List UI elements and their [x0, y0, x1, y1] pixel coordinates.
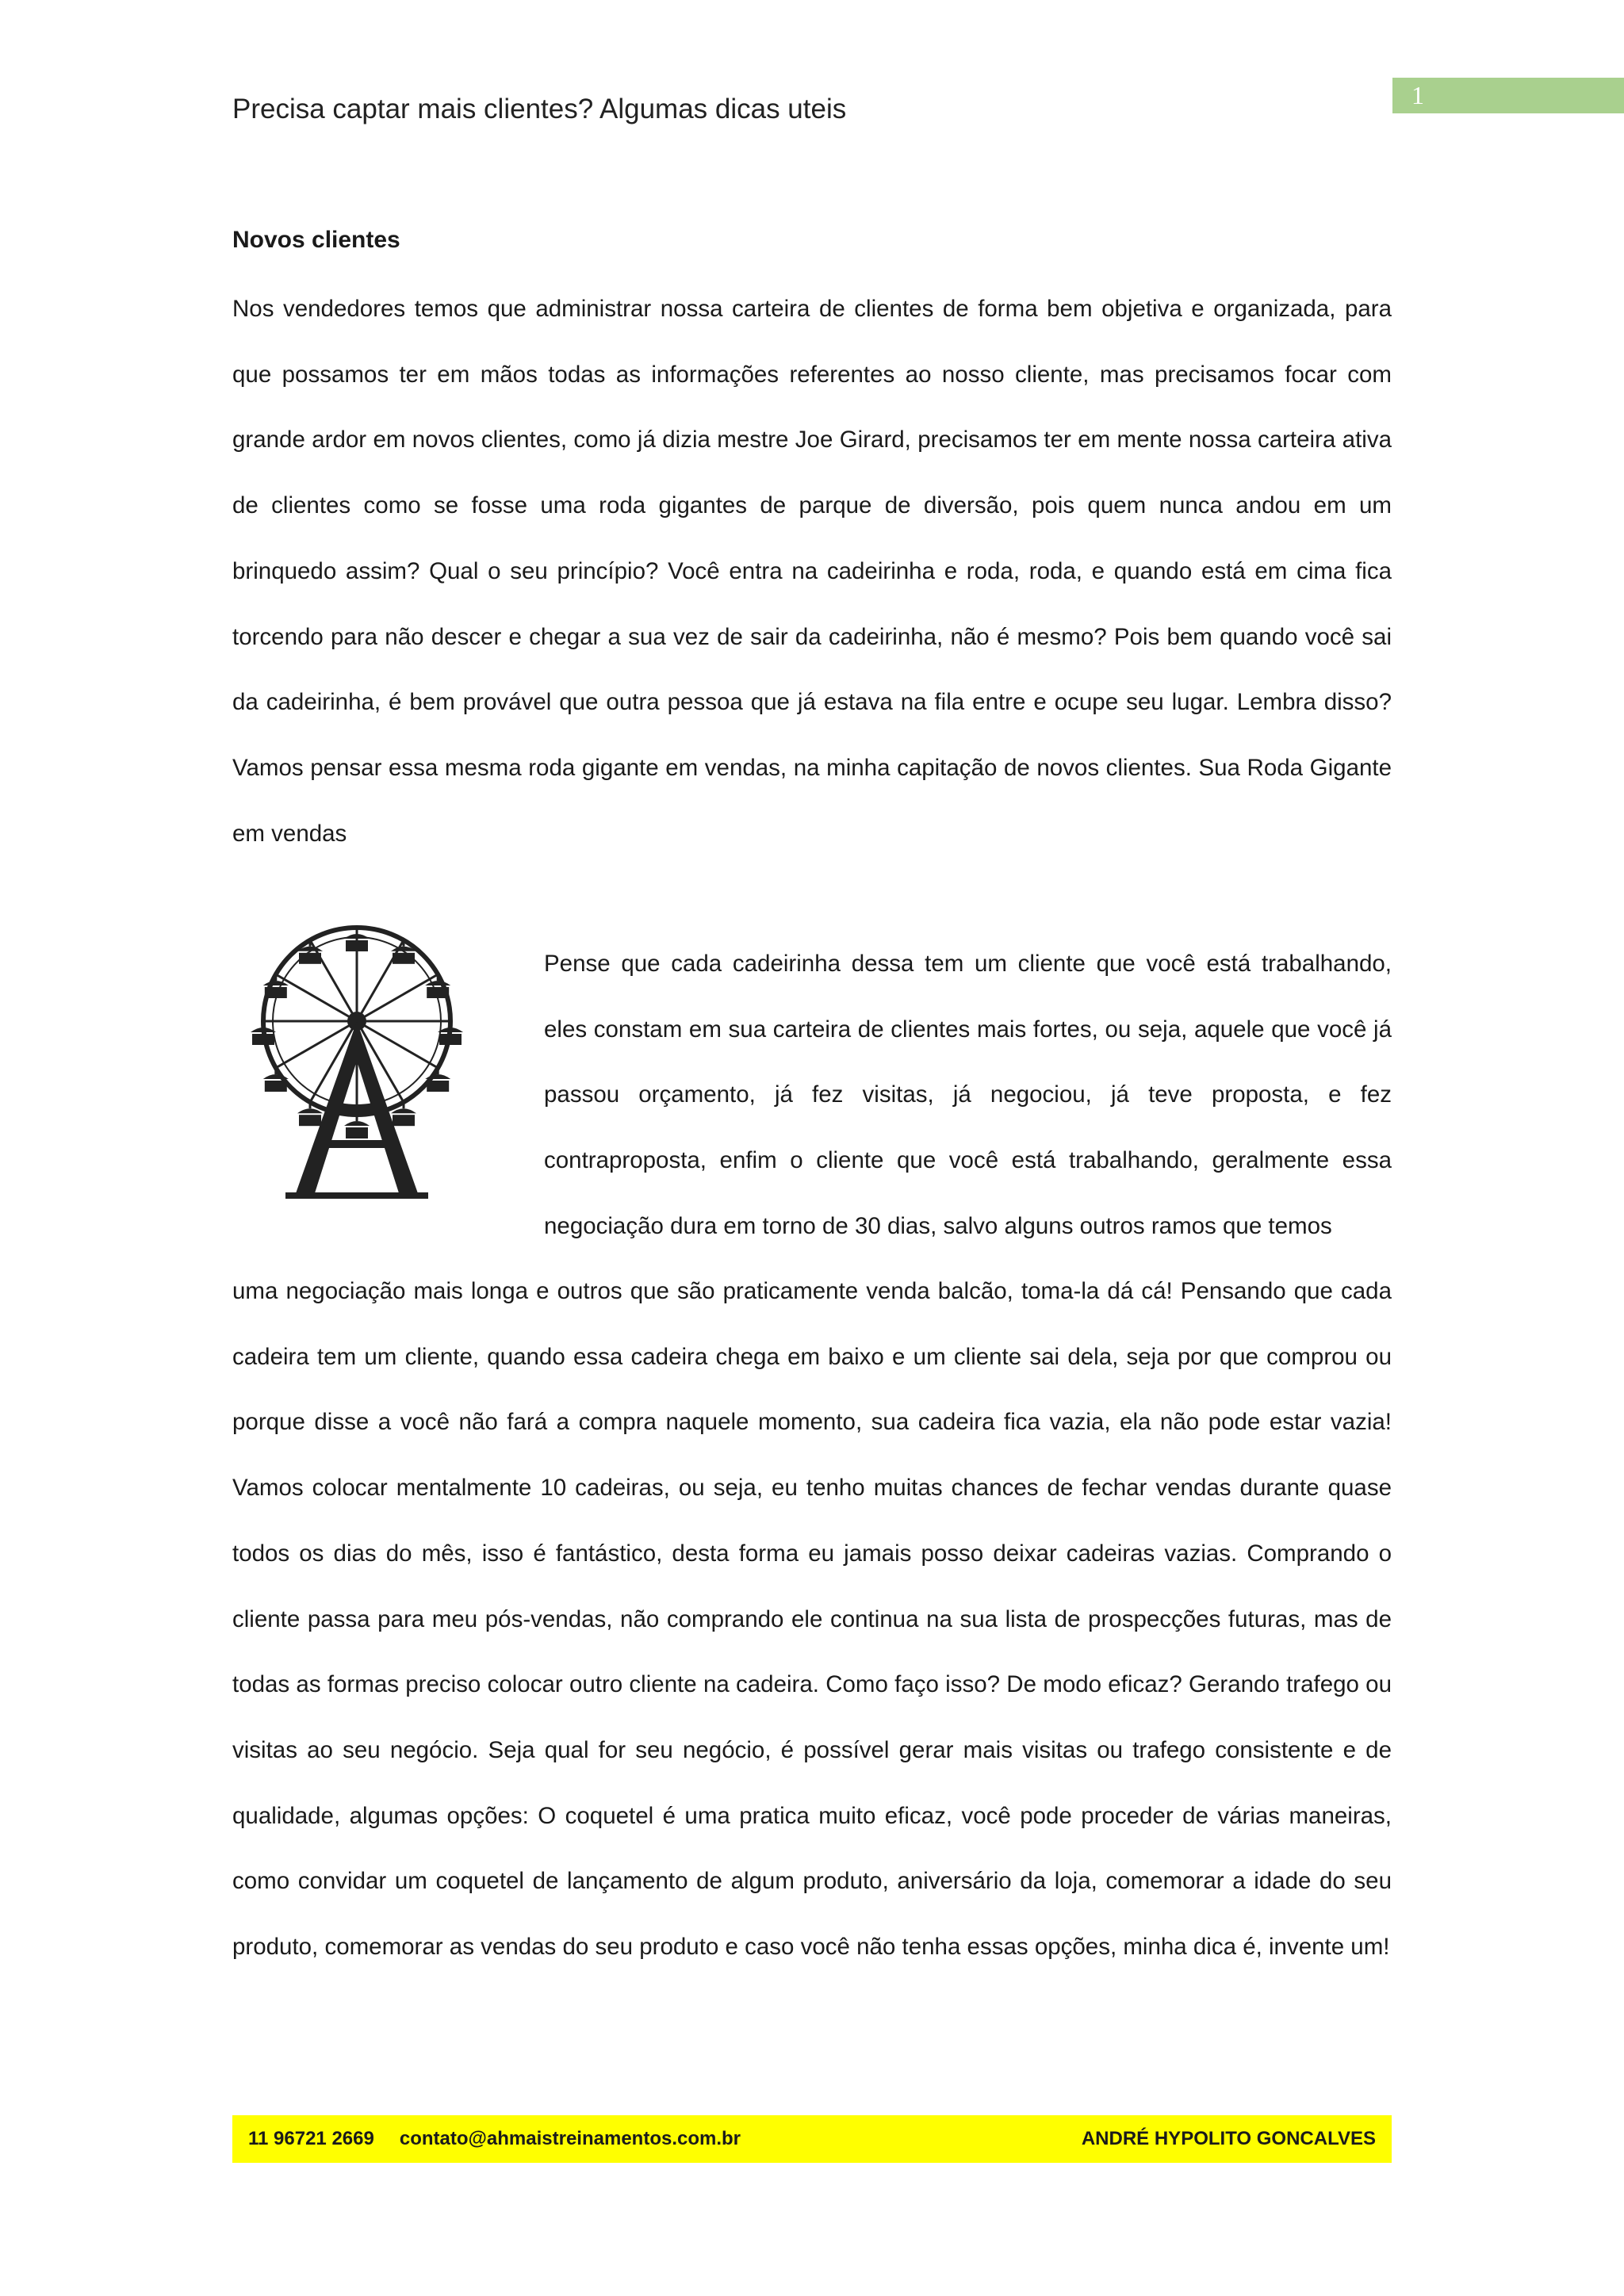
paragraph-intro: Nos vendedores temos que administrar nossa carteira de clientes de forma bem objetiva e organizada, para que possamos ter em mãos todas as informações referentes ao nosso cliente, mas precisamos focar com grande ardor em novos clientes, como já dizia mestre Joe Girard, precisamos ter em mente nossa carteira ativa de clientes como se fosse uma roda gigantes de parque de diversão, pois quem nunca andou em um brinquedo assim? Qual o seu princípio? Você entra na cadeirinha e roda, roda, e quando está em cima fica torcendo para não descer e chegar a sua vez de sair da cadeirinha, não é mesmo? Pois bem quando você sai da cadeirinha, é bem provável que outra pessoa que já estava na fila entre e ocupe seu lugar. Lembra disso? Vamos pensar essa mesma roda gigante em vendas, na minha capitação de novos clientes. Sua Roda Gigante em vendas: [232, 296, 1392, 847]
document-title: Precisa captar mais clientes? Algumas dicas uteis: [232, 94, 847, 124]
cabin: [344, 1115, 370, 1138]
paragraph-continuation: uma negociação mais longa e outros que são praticamente venda balcão, toma-la dá cá! Pensando que cada cadeira tem um cliente, quando essa cadeira chega em baixo e um cliente sai dela, seja por que comprou ou porque disse a você não fará a compra naquele momento, sua cadeira fica vazia, ela não pode estar vazia! Vamos colocar mentalmente 10 cadeiras, ou seja, eu tenho muitas chances de fechar vendas durante quase todos os dias do mês, isso é fantástico, desta forma eu jamais posso deixar cadeiras vazias. Comprando o cliente passa para meu pós-vendas, não comprando ele continua na sua lista de prospecções futuras, mas de todas as formas preciso colocar outro cliente na cadeira. Como faço isso? De modo eficaz? Gerando trafego ou visitas ao seu negócio. Seja qual for seu negócio, é possível gerar mais visitas ou trafego consistente e de qualidade, algumas opções: O coquetel é uma pratica muito eficaz, você pode proceder de várias maneiras, como convidar um coquetel de lançamento de algum produto, aniversário da loja, comemorar a idade do seu produto, comemorar as vendas do seu produto e caso você não tenha essas opções, minha dica é, invente um!: [232, 1278, 1392, 1961]
footer-bar: [232, 2115, 1392, 2163]
page-number: 1: [1392, 78, 1624, 113]
paragraph-beside-image: Pense que cada cadeirinha dessa tem um cliente que você está trabalhando, eles constam em sua carteira de clientes mais fortes, ou seja, aquele que você já passou orçamento, já fez visitas, já negociou, já teve proposta, e fez contraproposta, enfim o cliente que você está trabalhando, geralmente essa negociação dura em torno de 30 dias, salvo alguns outros ramos que temos: [544, 951, 1392, 1239]
footer-email: contato@ahmaistreinamentos.com.br: [399, 2128, 741, 2149]
ferris-wheel-icon: [238, 902, 476, 1203]
section-heading: Novos clientes: [232, 227, 400, 253]
footer-author: ANDRÉ HYPOLITO GONCALVES: [1081, 2128, 1376, 2149]
footer-phone: 11 96721 2669: [248, 2128, 374, 2149]
